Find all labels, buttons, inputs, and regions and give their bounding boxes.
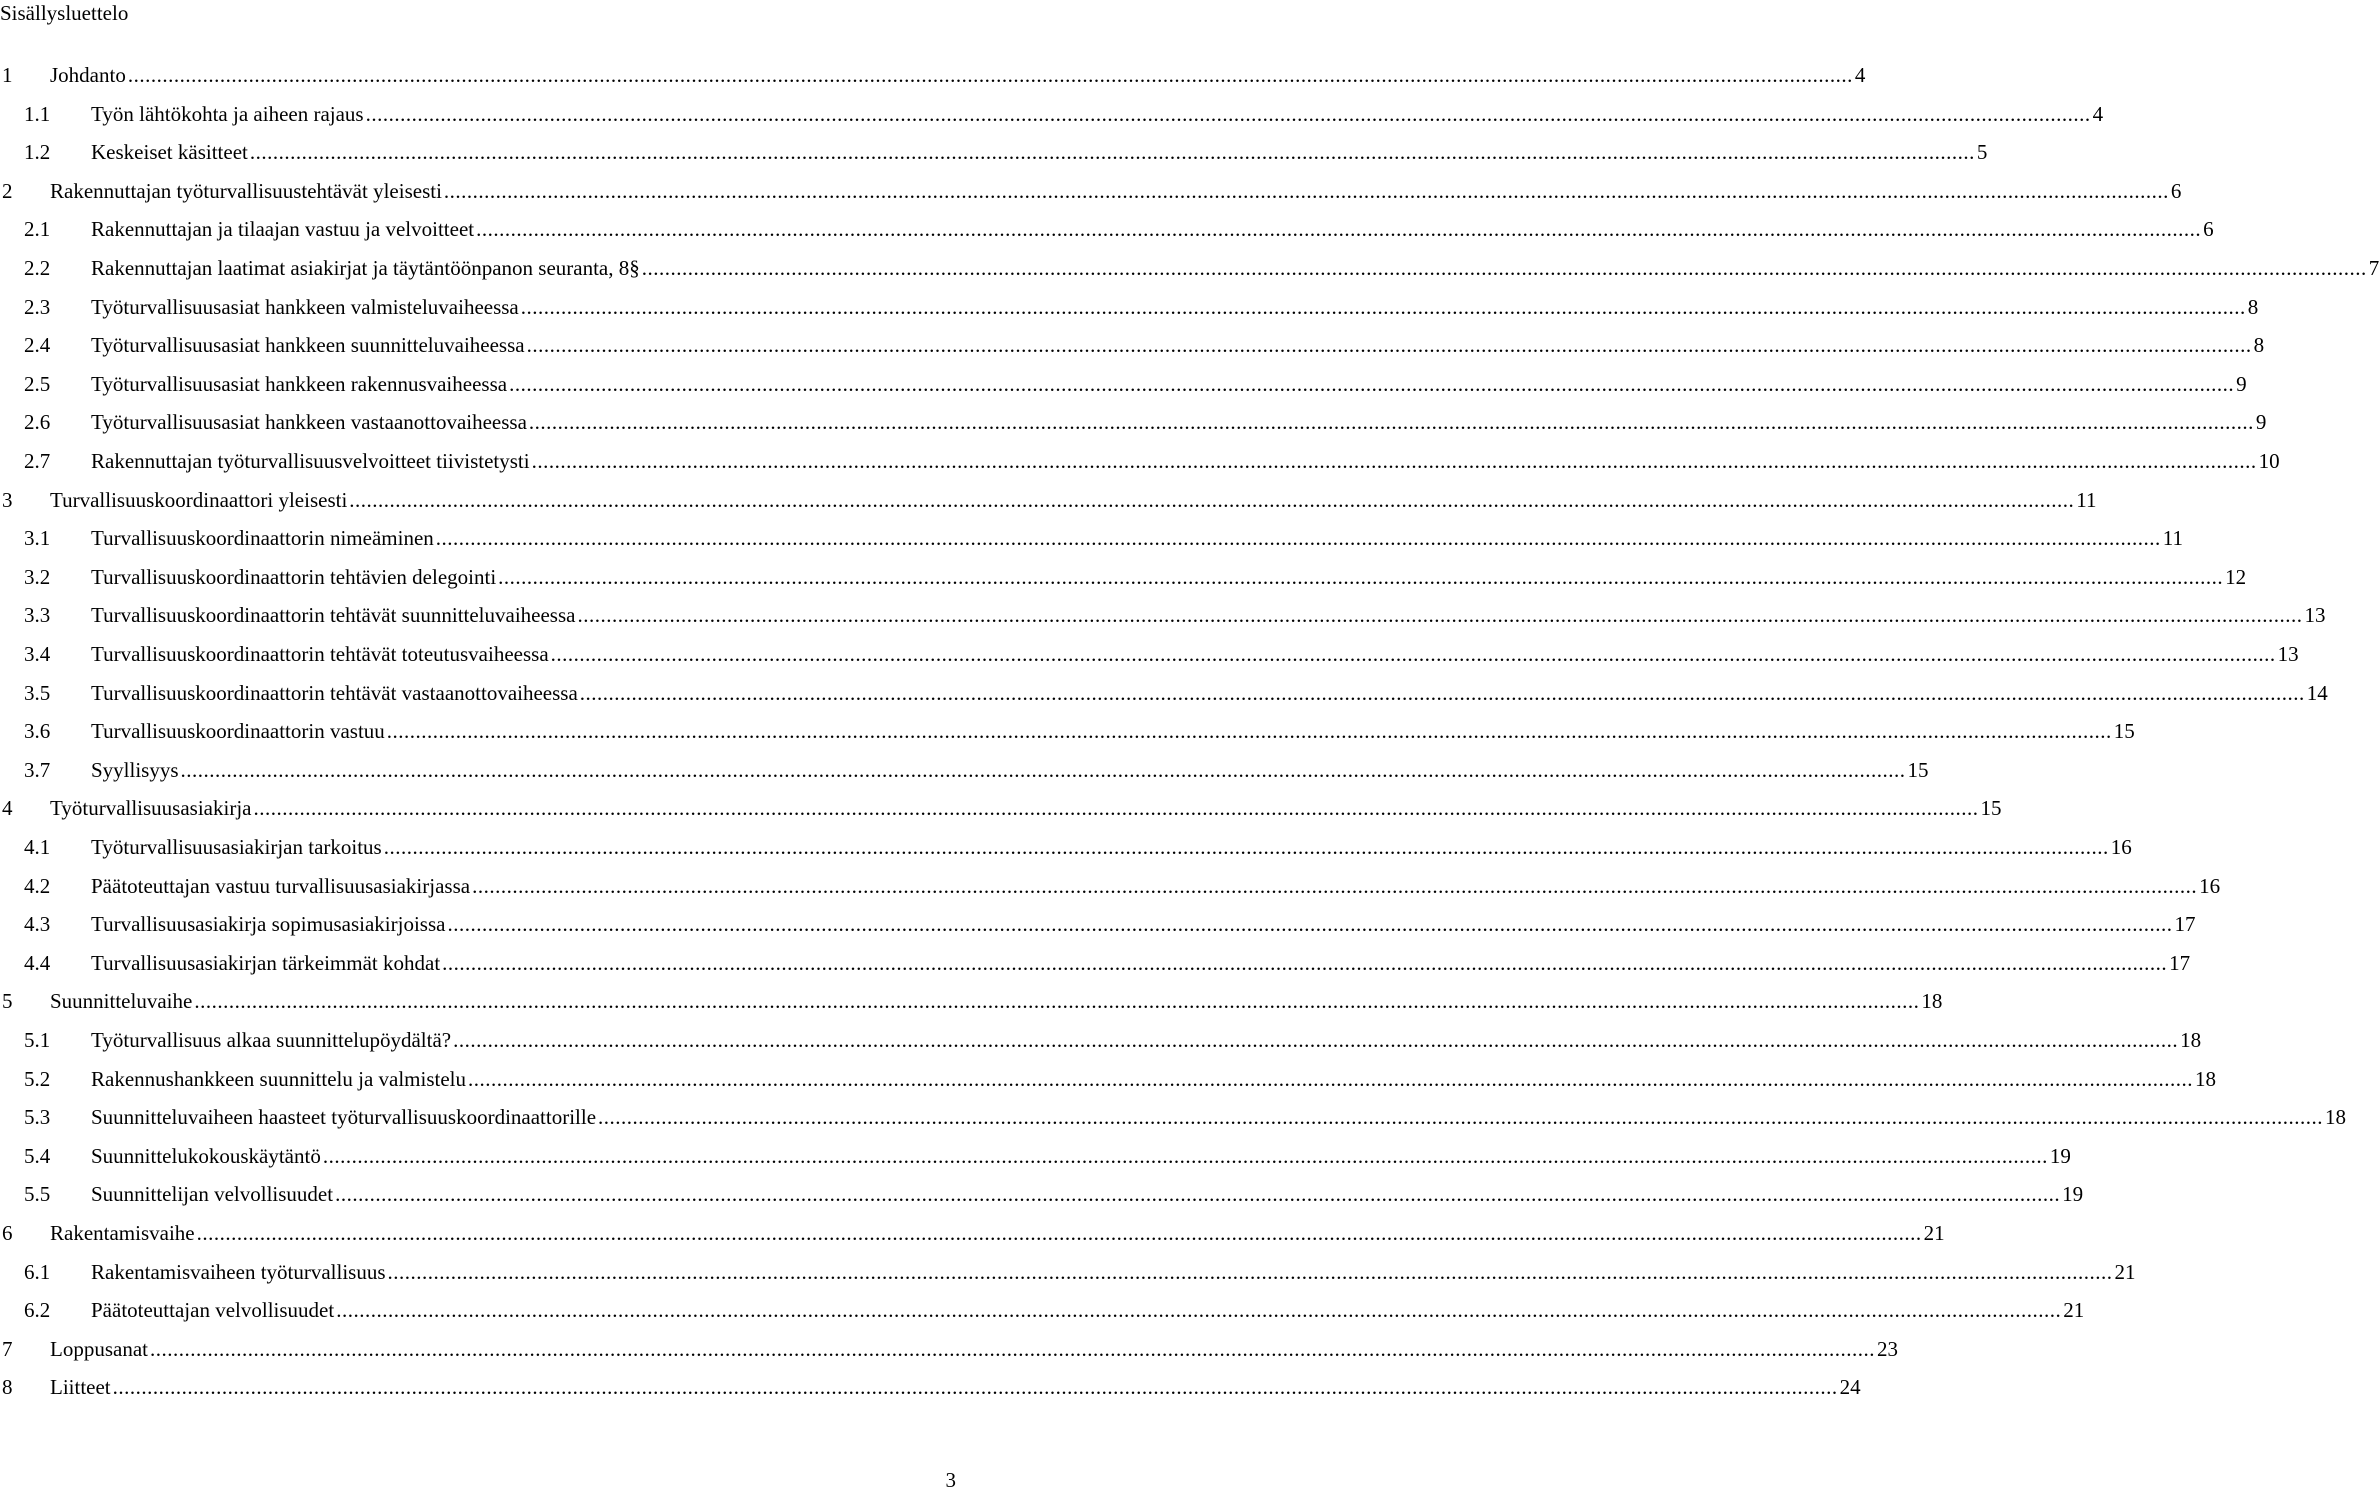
toc-dot-leader: ............................................................................................................................................................................................................................................................................................................ <box>112 1375 1838 1400</box>
toc-entry-title: Rakennuttajan laatimat asiakirjat ja täytäntöönpanon seuranta, 8§ <box>91 256 640 280</box>
toc-dot-leader: ............................................................................................................................................................................................................................................................................................................ <box>336 1298 2062 1323</box>
toc-entry[interactable] <box>0 216 2214 242</box>
toc-entry-page: 24 <box>1839 1375 1861 1400</box>
toc-entry-number: 1.1 <box>24 101 51 126</box>
toc-entry-number: 3 <box>2 487 13 512</box>
toc-entry-title: Työturvallisuusasiat hankkeen vastaanottovaiheessa <box>91 410 527 435</box>
toc-dot-leader: ............................................................................................................................................................................................................................................................................................................ <box>550 642 2276 666</box>
toc-entry-number: 2.4 <box>24 333 51 358</box>
toc-entry-number: 2.2 <box>24 256 51 280</box>
toc-entry-page: 18 <box>2195 1066 2217 1091</box>
toc-entry-page: 14 <box>2306 680 2328 705</box>
toc-entry-title: Turvallisuusasiakirjan tärkeimmät kohdat <box>91 950 441 975</box>
toc-entry-number: 3.7 <box>24 757 51 782</box>
toc-entry-page: 23 <box>1876 1336 1898 1361</box>
toc-entry-number: 3.3 <box>24 603 51 628</box>
toc-entry-number: 8 <box>2 1375 13 1400</box>
toc-entry[interactable] <box>0 602 2326 628</box>
toc-entry[interactable] <box>0 1220 1945 1246</box>
toc-entry-number: 5.4 <box>24 1143 51 1168</box>
toc-entry-title: Päätoteuttajan vastuu turvallisuusasiakirjassa <box>91 873 471 898</box>
toc-entry-page: 21 <box>1923 1221 1945 1245</box>
toc-entry-number: 4.1 <box>24 835 51 859</box>
toc-entry[interactable] <box>0 1181 2084 1207</box>
toc-entry-page: 4 <box>2092 101 2104 126</box>
toc-entry-title: Keskeiset käsitteet <box>91 140 248 165</box>
toc-entry-title: Suunnittelijan velvollisuudet <box>91 1182 334 1207</box>
toc-entry[interactable] <box>0 950 2191 976</box>
toc-entry[interactable] <box>0 294 2259 320</box>
toc-entry[interactable] <box>0 1066 2217 1092</box>
toc-entry-title: Päätoteuttajan velvollisuudet <box>91 1298 335 1323</box>
toc-entry-page: 9 <box>2236 371 2247 396</box>
toc-entry-title: Liitteet <box>50 1375 111 1400</box>
toc-entry-title: Loppusanat <box>50 1336 148 1361</box>
toc-entry[interactable] <box>0 1143 2071 1169</box>
toc-dot-leader: ............................................................................................................................................................................................................................................................................................................ <box>335 1182 2061 1207</box>
toc-entry-page: 18 <box>2325 1105 2347 1130</box>
toc-entry-number: 3.2 <box>24 564 51 589</box>
toc-entry[interactable] <box>0 332 2265 358</box>
toc-entry-page: 6 <box>2170 178 2182 203</box>
toc-entry-title: Rakentamisvaiheen työturvallisuus <box>91 1259 386 1284</box>
toc-entry[interactable] <box>0 641 2299 667</box>
toc-dot-leader: ............................................................................................................................................................................................................................................................................................................ <box>447 912 2173 937</box>
toc-entry-number: 4.3 <box>24 912 51 937</box>
toc-entry-page: 12 <box>2225 564 2247 589</box>
toc-entry-page: 6 <box>2203 217 2214 242</box>
toc-dot-leader: ............................................................................................................................................................................................................................................................................................................ <box>443 178 2169 203</box>
toc-entry-number: 2.6 <box>24 410 51 435</box>
toc-dot-leader: ............................................................................................................................................................................................................................................................................................................ <box>641 256 2367 280</box>
toc-entry-page: 18 <box>1921 989 1943 1014</box>
toc-dot-leader: ............................................................................................................................................................................................................................................................................................................ <box>498 564 2224 589</box>
toc-entry[interactable] <box>0 834 2132 860</box>
toc-entry[interactable] <box>0 795 2002 821</box>
toc-entry-page: 17 <box>2174 912 2196 937</box>
toc-entry-page: 10 <box>2258 449 2280 473</box>
toc-entry-number: 6.1 <box>24 1259 51 1284</box>
toc-entry-page: 5 <box>1976 140 1988 165</box>
toc-entry-title: Turvallisuuskoordinaattorin tehtävät vastaanottovaiheessa <box>91 680 578 705</box>
toc-entry-title: Syyllisyys <box>91 757 179 782</box>
toc-entry-page: 15 <box>1907 757 1929 782</box>
toc-entry-number: 5.3 <box>24 1105 51 1130</box>
toc-dot-leader: ............................................................................................................................................................................................................................................................................................................ <box>442 950 2168 975</box>
toc-entry-number: 5 <box>2 989 13 1014</box>
toc-entry-title: Turvallisuuskoordinaattorin nimeäminen <box>91 526 434 551</box>
toc-entry[interactable] <box>0 1297 2085 1323</box>
toc-entry-title: Rakennushankkeen suunnittelu ja valmistelu <box>91 1066 467 1091</box>
toc-dot-leader: ............................................................................................................................................................................................................................................................................................................ <box>180 757 1906 782</box>
toc-entry[interactable] <box>0 1104 2347 1130</box>
toc-entry-number: 2.3 <box>24 294 51 319</box>
toc-entry-page: 21 <box>2114 1259 2136 1284</box>
toc-entry[interactable] <box>0 1259 2136 1285</box>
toc-entry[interactable] <box>0 101 2104 127</box>
toc-entry-number: 6 <box>2 1221 13 1245</box>
toc-entry-title: Työturvallisuus alkaa suunnittelupöydältä? <box>91 1028 452 1052</box>
toc-dot-leader: ............................................................................................................................................................................................................................................................................................................ <box>194 989 1920 1014</box>
toc-dot-leader: ............................................................................................................................................................................................................................................................................................................ <box>127 63 1853 87</box>
toc-entry-number: 3.1 <box>24 526 51 551</box>
toc-entry-title: Turvallisuuskoordinaattorin vastuu <box>91 719 385 744</box>
toc-entry-number: 2.1 <box>24 217 51 242</box>
toc-entry-number: 6.2 <box>24 1298 51 1323</box>
toc-entry-title: Suunnitteluvaihe <box>50 989 193 1014</box>
toc-entry[interactable] <box>0 564 2247 590</box>
toc-entry-number: 4.2 <box>24 873 51 898</box>
toc-entry-title: Rakennuttajan työturvallisuusvelvoitteet tiivistetysti <box>91 449 530 473</box>
toc-entry[interactable] <box>0 409 2267 435</box>
toc-dot-leader: ............................................................................................................................................................................................................................................................................................................ <box>598 1105 2324 1130</box>
toc-dot-leader: ............................................................................................................................................................................................................................................................................................................ <box>453 1028 2179 1052</box>
toc-entry-title: Turvallisuuskoordinaattorin tehtävien delegointi <box>91 564 497 589</box>
toc-dot-leader: ............................................................................................................................................................................................................................................................................................................ <box>509 371 2235 396</box>
toc-entry-number: 4.4 <box>24 950 51 975</box>
toc-dot-leader: ............................................................................................................................................................................................................................................................................................................ <box>386 719 2112 744</box>
toc-entry-page: 16 <box>2110 835 2132 859</box>
toc-entry[interactable] <box>0 757 1929 783</box>
toc-dot-leader: ............................................................................................................................................................................................................................................................................................................ <box>365 101 2091 126</box>
toc-entry-number: 5.5 <box>24 1182 51 1207</box>
toc-dot-leader: ............................................................................................................................................................................................................................................................................................................ <box>387 1259 2113 1284</box>
page-title: Sisällysluettelo <box>0 1 129 25</box>
toc-entry-title: Turvallisuuskoordinaattorin tehtävät toteutusvaiheessa <box>91 642 549 666</box>
toc-dot-leader: ............................................................................................................................................................................................................................................................................................................ <box>322 1143 2048 1168</box>
toc-dot-leader: ............................................................................................................................................................................................................................................................................................................ <box>472 873 2198 898</box>
toc-dot-leader: ............................................................................................................................................................................................................................................................................................................ <box>249 140 1975 165</box>
toc-entry-page: 13 <box>2304 603 2326 628</box>
toc-entry[interactable] <box>0 139 1988 165</box>
toc-entry[interactable] <box>0 448 2280 474</box>
toc-entry[interactable] <box>0 718 2135 744</box>
toc-entry-page: 8 <box>2247 294 2259 319</box>
toc-entry[interactable] <box>0 911 2196 937</box>
toc-dot-leader: ............................................................................................................................................................................................................................................................................................................ <box>577 603 2303 628</box>
toc-entry-number: 1 <box>2 63 13 87</box>
toc-entry-title: Rakennuttajan ja tilaajan vastuu ja velvoitteet <box>91 217 475 242</box>
toc-entry[interactable] <box>0 62 1866 88</box>
toc-entry-title: Turvallisuusasiakirja sopimusasiakirjoissa <box>91 912 446 937</box>
toc-dot-leader: ............................................................................................................................................................................................................................................................................................................ <box>383 835 2109 859</box>
toc-entry-number: 3.4 <box>24 642 51 666</box>
toc-entry-number: 2 <box>2 178 13 203</box>
toc-entry[interactable] <box>0 371 2247 397</box>
toc-dot-leader: ............................................................................................................................................................................................................................................................................................................ <box>520 294 2246 319</box>
toc-entry-number: 4 <box>2 796 13 821</box>
toc-entry[interactable] <box>0 178 2182 204</box>
toc-entry-number: 3.5 <box>24 680 51 705</box>
toc-dot-leader: ............................................................................................................................................................................................................................................................................................................ <box>528 410 2254 435</box>
toc-dot-leader: ............................................................................................................................................................................................................................................................................................................ <box>435 526 2161 551</box>
toc-dot-leader: ............................................................................................................................................................................................................................................................................................................ <box>531 449 2257 473</box>
toc-dot-leader: ............................................................................................................................................................................................................................................................................................................ <box>349 487 2075 512</box>
toc-entry-number: 7 <box>2 1336 13 1361</box>
toc-entry-title: Työturvallisuusasiakirjan tarkoitus <box>91 835 382 859</box>
toc-entry-page: 4 <box>1854 63 1866 87</box>
toc-dot-leader: ............................................................................................................................................................................................................................................................................................................ <box>468 1066 2194 1091</box>
toc-entry-title: Suunnittelukokouskäytäntö <box>91 1143 321 1168</box>
toc-entry-number: 1.2 <box>24 140 51 165</box>
toc-dot-leader: ............................................................................................................................................................................................................................................................................................................ <box>526 333 2252 358</box>
toc-entry-title: Rakentamisvaihe <box>50 1221 195 1245</box>
toc-entry-title: Johdanto <box>50 63 126 87</box>
toc-entry-page: 11 <box>2076 487 2097 512</box>
toc-entry-title: Työturvallisuusasiat hankkeen valmisteluvaiheessa <box>91 294 519 319</box>
toc-dot-leader: ............................................................................................................................................................................................................................................................................................................ <box>476 217 2202 242</box>
toc-entry[interactable] <box>0 1374 1861 1400</box>
toc-entry[interactable] <box>0 255 2379 281</box>
toc-entry[interactable] <box>0 1027 2202 1053</box>
toc-dot-leader: ............................................................................................................................................................................................................................................................................................................ <box>253 796 1979 821</box>
toc-entry-page: 18 <box>2180 1028 2202 1052</box>
toc-entry-title: Työturvallisuusasiat hankkeen rakennusvaiheessa <box>91 371 508 396</box>
toc-entry-title: Suunnitteluvaiheen haasteet työturvallisuuskoordinaattorille <box>91 1105 597 1130</box>
toc-entry-number: 2.5 <box>24 371 51 396</box>
toc-entry-page: 13 <box>2277 642 2299 666</box>
toc-entry[interactable] <box>0 487 2097 513</box>
toc-entry-title: Rakennuttajan työturvallisuustehtävät yleisesti <box>50 178 442 203</box>
toc-entry-page: 15 <box>1980 796 2002 821</box>
toc-entry-page: 9 <box>2255 410 2267 435</box>
toc-entry-number: 2.7 <box>24 449 51 473</box>
toc-entry-page: 21 <box>2063 1298 2085 1323</box>
toc-entry[interactable] <box>0 525 2184 551</box>
toc-entry-title: Työn lähtökohta ja aiheen rajaus <box>91 101 364 126</box>
toc-entry[interactable] <box>0 1336 1898 1362</box>
toc-entry-page: 8 <box>2253 333 2265 358</box>
toc-entry-title: Työturvallisuusasiakirja <box>50 796 252 821</box>
toc-entry-title: Turvallisuuskoordinaattori yleisesti <box>50 487 348 512</box>
toc-dot-leader: ............................................................................................................................................................................................................................................................................................................ <box>196 1221 1922 1245</box>
page-number: 3 <box>945 1468 956 1492</box>
toc-entry-number: 5.1 <box>24 1028 51 1052</box>
toc-entry[interactable] <box>0 988 1943 1014</box>
toc-entry[interactable] <box>0 873 2221 899</box>
toc-dot-leader: ............................................................................................................................................................................................................................................................................................................ <box>149 1336 1875 1361</box>
toc-entry[interactable] <box>0 680 2328 706</box>
toc-entry-page: 16 <box>2199 873 2221 898</box>
toc-entry-page: 11 <box>2162 526 2184 551</box>
toc-entry-page: 15 <box>2113 719 2135 744</box>
toc-entry-number: 3.6 <box>24 719 51 744</box>
toc-entry-page: 17 <box>2169 950 2191 975</box>
toc-entry-number: 5.2 <box>24 1066 51 1091</box>
toc-entry-page: 19 <box>2062 1182 2084 1207</box>
toc-entry-page: 19 <box>2049 1143 2071 1168</box>
toc-entry-title: Turvallisuuskoordinaattorin tehtävät suunnitteluvaiheessa <box>91 603 576 628</box>
toc-dot-leader: ............................................................................................................................................................................................................................................................................................................ <box>579 680 2305 705</box>
toc-entry-page: 7 <box>2368 256 2379 280</box>
toc-entry-title: Työturvallisuusasiat hankkeen suunnitteluvaiheessa <box>91 333 525 358</box>
